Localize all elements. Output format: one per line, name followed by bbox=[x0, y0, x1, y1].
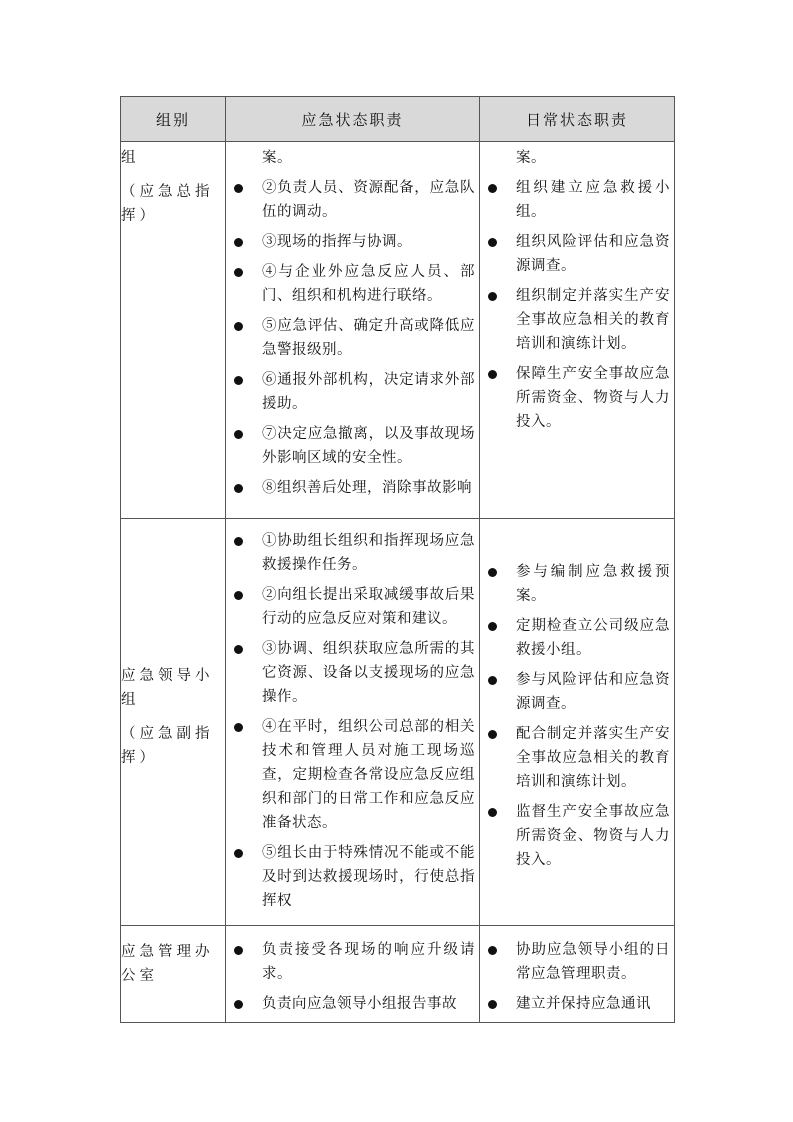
daily-cell bbox=[480, 142, 675, 519]
header-row bbox=[121, 97, 675, 142]
table-row bbox=[121, 519, 675, 926]
group-name: 应急领导小组 bbox=[121, 668, 214, 708]
group-name: 组 bbox=[121, 150, 140, 166]
group-cell bbox=[121, 519, 226, 926]
bullet-icon bbox=[234, 322, 243, 331]
bullet-icon bbox=[488, 184, 497, 193]
group-role: （应急总指挥） bbox=[121, 184, 214, 224]
group-cell bbox=[121, 142, 226, 519]
table-row bbox=[121, 926, 675, 1023]
list-item: 负责向应急领导小组报告事故 bbox=[226, 992, 475, 1016]
bullet-icon bbox=[234, 484, 243, 493]
bullet-icon bbox=[488, 1000, 497, 1009]
list-item: 监督生产安全事故应急所需资金、物资与人力投入。 bbox=[480, 800, 670, 872]
list-item: ②向组长提出采取减缓事故后果行动的应急反应对策和建议。 bbox=[226, 583, 475, 631]
list-item: ③现场的指挥与协调。 bbox=[226, 230, 475, 254]
list-item: 组织风险评估和应急资源调查。 bbox=[480, 230, 670, 278]
list-item: ④在平时，组织公司总部的相关技术和管理人员对施工现场巡查，定期检查各常设应急反应组织和部门的日常工作和应急反应准备状态。 bbox=[226, 715, 475, 835]
bullet-icon bbox=[234, 1000, 243, 1009]
group-role: （应急副指挥） bbox=[121, 726, 214, 766]
bullet-icon bbox=[488, 676, 497, 685]
list-item: 定期检查立公司级应急救援小组。 bbox=[480, 614, 670, 662]
list-item: 参与风险评估和应急资源调查。 bbox=[480, 668, 670, 716]
list-item: 协助应急领导小组的日常应急管理职责。 bbox=[480, 938, 670, 986]
list-item: ⑥通报外部机构，决定请求外部援助。 bbox=[226, 368, 475, 416]
list-item: 参与编制应急救援预案。 bbox=[480, 560, 670, 608]
bullet-icon bbox=[488, 730, 497, 739]
list-item: 案。 bbox=[262, 150, 292, 166]
bullet-icon bbox=[234, 238, 243, 247]
list-item: ⑤应急评估、确定升高或降低应急警报级别。 bbox=[226, 314, 475, 362]
bullet-icon bbox=[234, 645, 243, 654]
daily-cell bbox=[480, 519, 675, 926]
bullet-icon bbox=[234, 268, 243, 277]
bullet-icon bbox=[488, 622, 497, 631]
bullet-icon bbox=[488, 568, 497, 577]
list-item: ⑤组长由于特殊情况不能或不能及时到达救援现场时，行使总指挥权 bbox=[226, 841, 475, 913]
list-item: 保障生产安全事故应急所需资金、物资与人力投入。 bbox=[480, 362, 670, 434]
emergency-cell bbox=[226, 142, 480, 519]
list-item: ⑧组织善后处理，消除事故影响 bbox=[226, 476, 475, 500]
bullet-icon bbox=[234, 849, 243, 858]
list-item: ②负责人员、资源配备，应急队伍的调动。 bbox=[226, 176, 475, 224]
table-row bbox=[121, 142, 675, 519]
duty-table bbox=[120, 96, 675, 1023]
bullet-icon bbox=[234, 430, 243, 439]
list-item: 组织建立应急救援小组。 bbox=[480, 176, 670, 224]
bullet-icon bbox=[234, 376, 243, 385]
bullet-icon bbox=[488, 238, 497, 247]
list-item: ⑦决定应急撤离，以及事故现场外影响区域的安全性。 bbox=[226, 422, 475, 470]
bullet-icon bbox=[488, 370, 497, 379]
header-daily: 日常状态职责 bbox=[480, 97, 675, 142]
group-cell bbox=[121, 926, 226, 1023]
bullet-icon bbox=[488, 808, 497, 817]
bullet-icon bbox=[234, 537, 243, 546]
list-item: ③协调、组织获取应急所需的其它资源、设备以支援现场的应急操作。 bbox=[226, 637, 475, 709]
header-group: 组别 bbox=[121, 97, 226, 142]
bullet-icon bbox=[488, 946, 497, 955]
bullet-icon bbox=[234, 591, 243, 600]
bullet-icon bbox=[234, 946, 243, 955]
list-item: 配合制定并落实生产安全事故应急相关的教育培训和演练计划。 bbox=[480, 722, 670, 794]
list-item: 建立并保持应急通讯 bbox=[480, 992, 670, 1016]
list-item: 组织制定并落实生产安全事故应急相关的教育培训和演练计划。 bbox=[480, 284, 670, 356]
bullet-icon bbox=[234, 723, 243, 732]
list-item: ④与企业外应急反应人员、部门、组织和机构进行联络。 bbox=[226, 260, 475, 308]
emergency-cell bbox=[226, 519, 480, 926]
emergency-cell bbox=[226, 926, 480, 1023]
list-item: 案。 bbox=[516, 150, 546, 166]
header-emergency: 应急状态职责 bbox=[226, 97, 480, 142]
list-item: ①协助组长组织和指挥现场应急救援操作任务。 bbox=[226, 529, 475, 577]
list-item: 负责接受各现场的响应升级请求。 bbox=[226, 938, 475, 986]
group-name: 应急管理办公室 bbox=[121, 944, 214, 984]
bullet-icon bbox=[234, 184, 243, 193]
daily-cell bbox=[480, 926, 675, 1023]
bullet-icon bbox=[488, 292, 497, 301]
